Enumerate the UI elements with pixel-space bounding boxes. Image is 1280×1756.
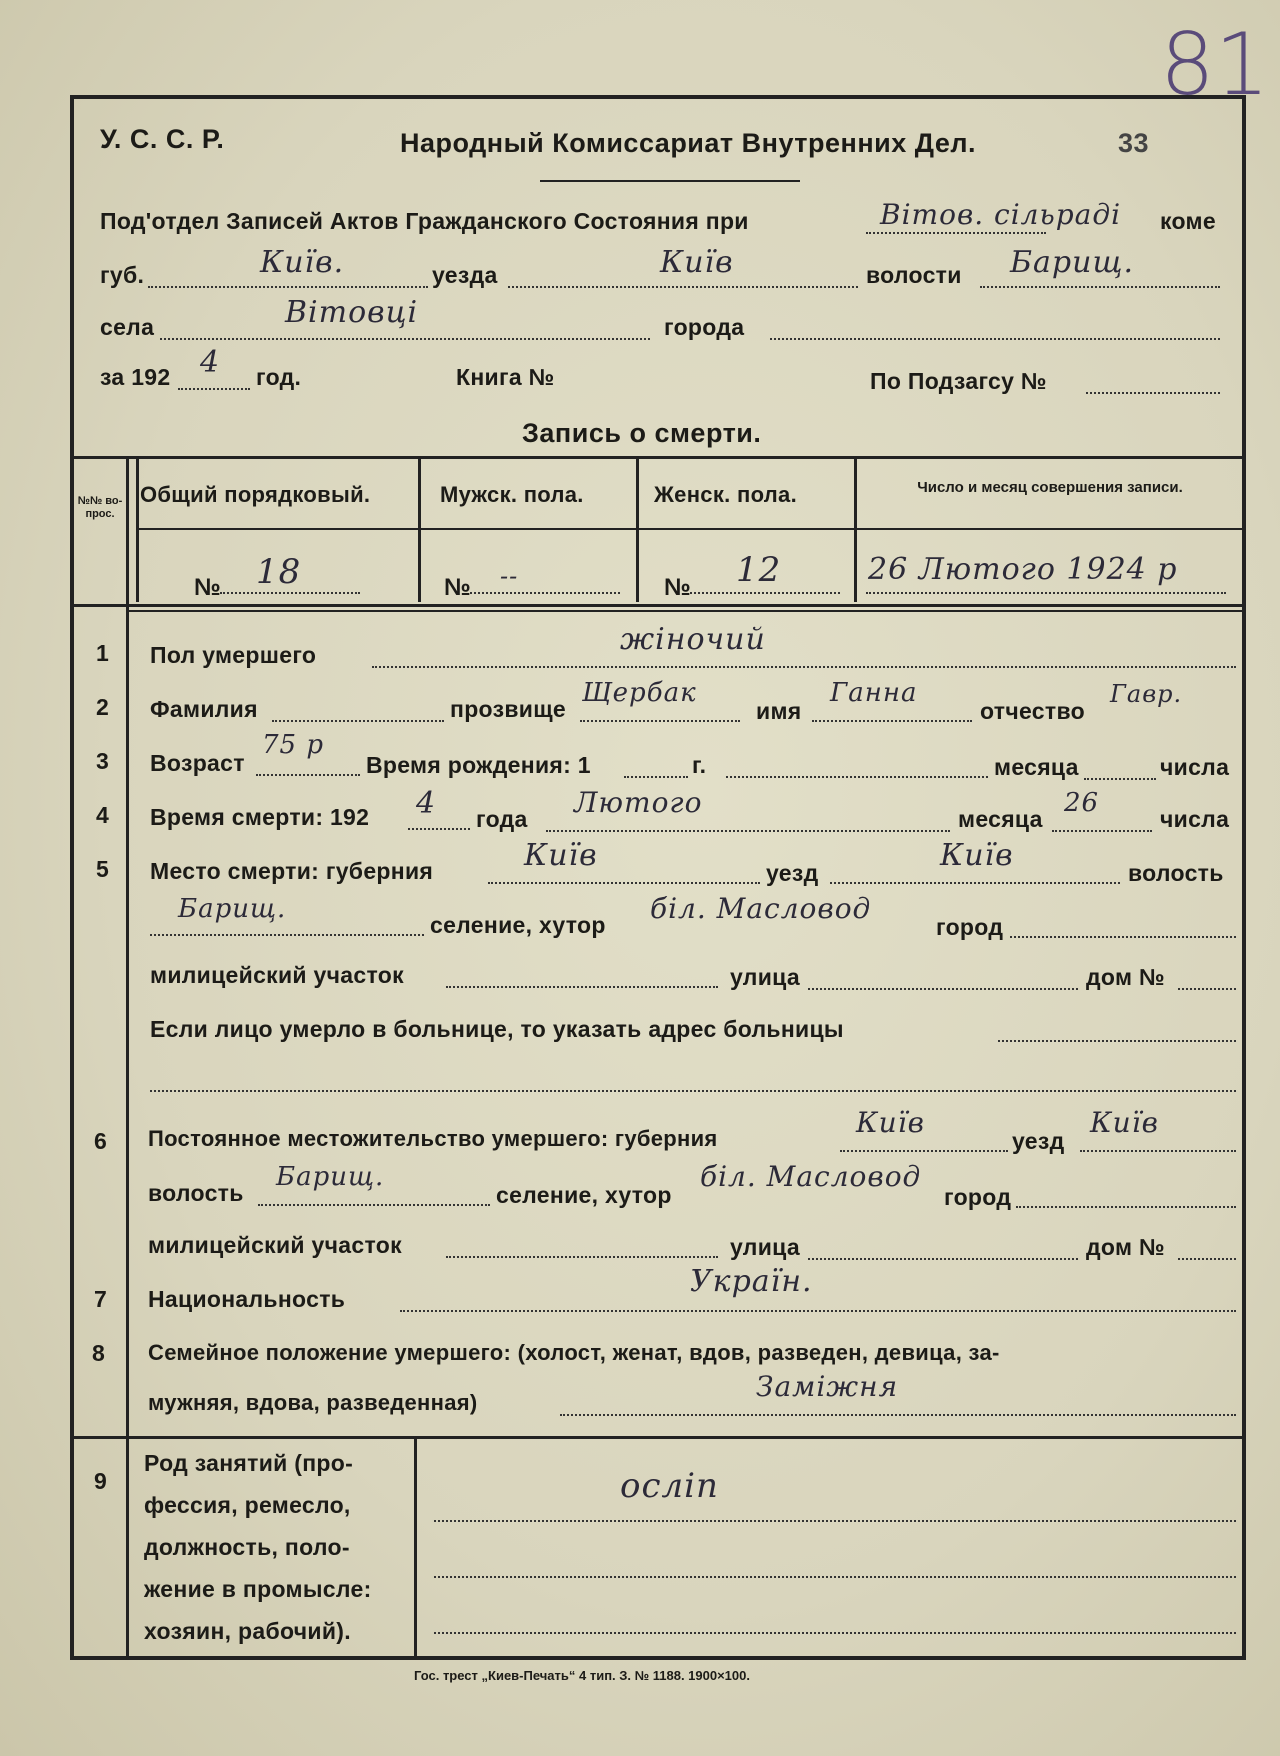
q2-number: 2 bbox=[96, 694, 110, 720]
male-no-line bbox=[470, 592, 620, 594]
q2-name-value: Ганна bbox=[830, 678, 918, 708]
uezd-label: уезда bbox=[432, 262, 498, 288]
q6-house-line bbox=[1178, 1258, 1236, 1260]
q5-gorod-label: город bbox=[936, 914, 1004, 940]
q5-volost-value: Барищ. bbox=[178, 894, 287, 924]
q6-gorod-label: город bbox=[944, 1184, 1012, 1210]
gub-label: губ. bbox=[100, 262, 145, 288]
subdept-label: Под'отдел Записей Актов Гражданского Состояния при bbox=[100, 208, 749, 234]
q6-number: 6 bbox=[94, 1128, 108, 1154]
col-question-number-header: №№ во-прос. bbox=[77, 495, 123, 520]
q1-number: 1 bbox=[96, 640, 110, 666]
q6-militia-line bbox=[446, 1256, 718, 1258]
q5-volost-line bbox=[150, 934, 424, 936]
q3-birth-label: Время рождения: 1 bbox=[366, 752, 591, 778]
q8-label-line1: Семейное положение умершего: (холост, женат, вдов, разведен, девица, за- bbox=[148, 1340, 1000, 1365]
volost-label: волости bbox=[866, 262, 962, 288]
female-no-line bbox=[690, 592, 840, 594]
q7-value: Україн. bbox=[690, 1264, 813, 1299]
col-female-header: Женск. пола. bbox=[654, 482, 797, 507]
q6-street-line bbox=[808, 1258, 1078, 1260]
q3-month-line bbox=[726, 776, 988, 778]
q9-line-1 bbox=[434, 1520, 1236, 1522]
q2-surname-label: Фамилия bbox=[150, 696, 258, 722]
subdept-line bbox=[866, 232, 1046, 234]
q9-number: 9 bbox=[94, 1468, 108, 1494]
record-date-line bbox=[866, 592, 1226, 594]
q3-age-line bbox=[256, 774, 360, 776]
q6-militia-label: милицейский участок bbox=[148, 1232, 402, 1258]
book-label: Книга № bbox=[456, 364, 555, 390]
q2-patr-label: отчество bbox=[980, 698, 1085, 724]
q6-gub-line bbox=[840, 1150, 1008, 1152]
q9-line-3 bbox=[434, 1632, 1236, 1634]
q4-label: Время смерти: 192 bbox=[150, 804, 370, 830]
q9-divider bbox=[414, 1438, 417, 1656]
q5-number: 5 bbox=[96, 856, 110, 882]
q3-day-line bbox=[1084, 778, 1156, 780]
q3-month-label: месяца bbox=[994, 754, 1079, 780]
year-line bbox=[178, 388, 250, 390]
q4-year-digit: 4 bbox=[416, 786, 437, 821]
gorod-label: города bbox=[664, 314, 745, 340]
volost-value: Барищ. bbox=[1010, 245, 1135, 280]
q6-uezd-label: уезд bbox=[1012, 1128, 1065, 1154]
left-column-rule bbox=[126, 458, 129, 1658]
q6-volost-line bbox=[258, 1204, 490, 1206]
section-title: Запись о смерти. bbox=[522, 418, 762, 448]
q5-uezd-line bbox=[830, 882, 1120, 884]
uezd-value: Київ bbox=[660, 245, 734, 280]
q5-gub-value: Київ bbox=[524, 838, 598, 873]
q9-label-line2: фессия, ремесло, bbox=[144, 1492, 351, 1518]
q5-militia-label: милицейский участок bbox=[150, 962, 404, 988]
form-number: 33 bbox=[1118, 128, 1150, 158]
q6-selenie-label: селение, хутор bbox=[496, 1182, 672, 1208]
q8-number: 8 bbox=[92, 1340, 106, 1366]
table-bottom-rule-2 bbox=[126, 610, 1244, 612]
col3-rule bbox=[636, 458, 639, 602]
podzags-line bbox=[1086, 392, 1220, 394]
q2-name-line bbox=[812, 720, 972, 722]
q4-month-line bbox=[546, 830, 950, 832]
q2-name-label: имя bbox=[756, 698, 802, 724]
q2-patr-value: Гавр. bbox=[1110, 680, 1183, 708]
col-general-header: Общий порядковый. bbox=[140, 482, 371, 507]
col4-rule bbox=[854, 458, 857, 602]
q7-label: Национальность bbox=[148, 1286, 346, 1312]
q4-month-value: Лютого bbox=[574, 786, 703, 819]
q5-street-line bbox=[808, 988, 1078, 990]
page-number: 81 bbox=[1160, 15, 1270, 115]
q1-value: жіночий bbox=[620, 622, 766, 657]
q3-year-suffix: г. bbox=[692, 752, 707, 778]
q7-number: 7 bbox=[94, 1286, 108, 1312]
q4-year-word: года bbox=[476, 806, 528, 832]
q9-value: осліп bbox=[620, 1466, 719, 1506]
q6-selenie-value: біл. Масловод bbox=[700, 1160, 922, 1193]
q2-nick-line bbox=[580, 720, 740, 722]
q2-nick-value: Щербак bbox=[582, 678, 697, 708]
q6-gorod-line bbox=[1016, 1206, 1236, 1208]
q1-line bbox=[372, 666, 1236, 668]
q9-label-line5: хозяин, рабочий). bbox=[144, 1618, 351, 1644]
q8-value: Заміжня bbox=[756, 1370, 899, 1403]
commissariat-title: Народный Комиссариат Внутренних Дел. bbox=[400, 128, 976, 158]
printer-footer: Гос. трест „Киев-Печать“ 4 тип. З. № 1188. 1900×100. bbox=[414, 1668, 750, 1683]
female-no-mark: № bbox=[664, 574, 691, 601]
q4-day-label: числа bbox=[1160, 806, 1230, 832]
q5-label: Место смерти: губерния bbox=[150, 858, 434, 884]
q2-nick-label: прозвище bbox=[450, 696, 566, 722]
q8-line bbox=[560, 1414, 1236, 1416]
record-date-value: 26 Лютого 1924 р bbox=[868, 552, 1178, 587]
q6-uezd-value: Київ bbox=[1090, 1106, 1159, 1139]
q5-selenie-label: селение, хутор bbox=[430, 912, 606, 938]
q5-gub-line bbox=[488, 882, 760, 884]
subdept-suffix: коме bbox=[1160, 208, 1216, 234]
uezd-line bbox=[508, 286, 858, 288]
q2-surname-line bbox=[272, 720, 444, 722]
year-suffix: год. bbox=[256, 364, 302, 390]
q6-street-label: улица bbox=[730, 1234, 800, 1260]
q9-top-rule bbox=[72, 1436, 1244, 1439]
q4-month-label: месяца bbox=[958, 806, 1043, 832]
q4-day-line bbox=[1052, 830, 1152, 832]
table-bottom-rule bbox=[72, 604, 1244, 607]
general-no-line bbox=[220, 592, 360, 594]
q9-label-line3: должность, поло- bbox=[144, 1534, 350, 1560]
q1-label: Пол умершего bbox=[150, 642, 317, 668]
q5-hospital-line-2 bbox=[150, 1090, 1236, 1092]
male-no-value: -- bbox=[500, 562, 519, 590]
q5-selenie-value: біл. Масловод bbox=[650, 892, 872, 925]
male-no-mark: № bbox=[444, 574, 471, 601]
q5-hospital-line bbox=[998, 1040, 1236, 1042]
subdept-value: Вітов. сільраді bbox=[880, 198, 1122, 231]
q9-label-line1: Род занятий (про- bbox=[144, 1450, 354, 1476]
q5-hospital-label: Если лицо умерло в больнице, то указать адрес больницы bbox=[150, 1016, 844, 1042]
year-prefix: за 192 bbox=[100, 364, 171, 390]
q3-birth-year-line bbox=[624, 776, 688, 778]
general-no-mark: № bbox=[194, 574, 221, 601]
q7-line bbox=[400, 1310, 1236, 1312]
q5-militia-line bbox=[446, 986, 718, 988]
q3-age-value: 75 р bbox=[262, 730, 324, 760]
q5-house-line bbox=[1178, 988, 1236, 990]
q6-volost-value: Барищ. bbox=[276, 1162, 385, 1192]
col-male-header: Мужск. пола. bbox=[440, 482, 584, 507]
volost-line bbox=[980, 286, 1220, 288]
q6-uezd-line bbox=[1080, 1150, 1236, 1152]
gorod-line bbox=[770, 338, 1220, 340]
female-no-value: 12 bbox=[736, 550, 782, 590]
col2-rule bbox=[418, 458, 421, 602]
q6-house-label: дом № bbox=[1086, 1234, 1165, 1260]
gub-value: Київ. bbox=[260, 245, 345, 280]
gub-line bbox=[148, 286, 428, 288]
q6-label: Постоянное местожительство умершего: губерния bbox=[148, 1126, 718, 1151]
header-rule bbox=[540, 180, 800, 182]
q9-line-2 bbox=[434, 1576, 1236, 1578]
general-no-value: 18 bbox=[256, 552, 302, 592]
q4-day-value: 26 bbox=[1064, 788, 1100, 818]
q4-number: 4 bbox=[96, 802, 110, 828]
year-digit: 4 bbox=[200, 345, 221, 380]
q6-volost-label: волость bbox=[148, 1180, 244, 1206]
selo-line bbox=[160, 338, 650, 340]
table-top-rule bbox=[72, 456, 1244, 459]
q3-age-label: Возраст bbox=[150, 750, 245, 776]
q3-day-label: числа bbox=[1160, 754, 1230, 780]
q5-gorod-line bbox=[1010, 936, 1236, 938]
q5-volost-label: волость bbox=[1128, 860, 1224, 886]
left-column-rule-2 bbox=[136, 458, 139, 602]
table-mid-rule bbox=[136, 528, 1244, 530]
podzags-label: По Подзагсу № bbox=[870, 368, 1047, 394]
q5-uezd-value: Київ bbox=[940, 838, 1014, 873]
col-record-date-header: Число и месяц совершения записи. bbox=[917, 479, 1183, 496]
selo-label: села bbox=[100, 314, 155, 340]
q9-label-line4: жение в промысле: bbox=[144, 1576, 372, 1602]
q5-house-label: дом № bbox=[1086, 964, 1165, 990]
selo-value: Вітовці bbox=[285, 295, 419, 330]
republic-title: У. С. С. Р. bbox=[100, 124, 225, 154]
q6-gub-value: Київ bbox=[856, 1106, 925, 1139]
q8-label-line2: мужняя, вдова, разведенная) bbox=[148, 1390, 478, 1415]
q5-uezd-label: уезд bbox=[766, 860, 819, 886]
q3-number: 3 bbox=[96, 748, 110, 774]
q5-street-label: улица bbox=[730, 964, 800, 990]
q4-year-line bbox=[408, 828, 470, 830]
